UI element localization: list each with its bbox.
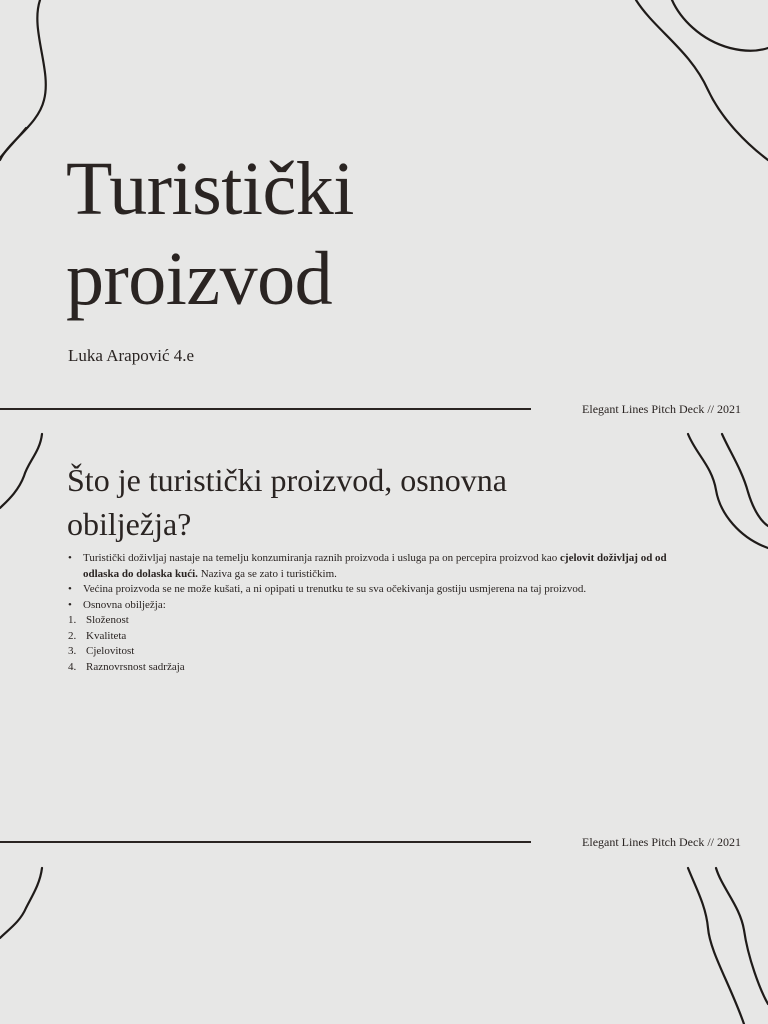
divider-line xyxy=(0,408,531,410)
content-slide xyxy=(0,430,768,870)
bullet1-tail: Naziva ga se zato i turističkim. xyxy=(197,567,337,580)
slide-footer: Elegant Lines Pitch Deck // 2021 xyxy=(582,835,741,849)
numbered-item xyxy=(68,629,668,645)
list-item: • Većina proizvoda se ne može kušati, a ni opipati u trenutku te su sva očekivanja gostiju usmjerena na taj proizvod. xyxy=(68,582,668,598)
content-list xyxy=(68,551,668,675)
item-number: 1. xyxy=(68,614,77,626)
bullet1-bold: cjelovit doživljaj od od odlaska do dolaska kući. xyxy=(83,552,667,580)
numbered-item xyxy=(68,644,668,660)
numbered-item xyxy=(68,613,668,629)
author-name: Luka Arapović 4.e xyxy=(68,346,195,365)
item-text: Raznovrsnost sadržaja xyxy=(86,660,185,673)
divider-line xyxy=(0,841,531,843)
title-line-1: Turistički xyxy=(66,147,354,231)
numbered-item xyxy=(68,660,668,676)
item-number: 3. xyxy=(68,645,77,657)
item-number: 4. xyxy=(68,660,77,673)
slide-heading: Što je turistički proizvod, osnovna obilježja? xyxy=(67,462,507,542)
title-line-2: proizvod xyxy=(66,237,333,321)
item-number: 2. xyxy=(68,629,77,642)
list-item xyxy=(68,551,668,582)
next-slide-partial xyxy=(0,866,768,1024)
slide-footer: Elegant Lines Pitch Deck // 2021 xyxy=(582,402,741,416)
list-item: • Osnovna obilježja: xyxy=(68,598,668,614)
item-text: Složenost xyxy=(86,614,129,626)
item-text: Kvaliteta xyxy=(86,629,127,642)
bullet1-text: Turistički doživljaj nastaje na temelju konzumiranja raznih proizvoda i usluga pa on percepira proizvod kao xyxy=(83,552,561,564)
page-title xyxy=(66,144,486,324)
title-slide xyxy=(0,0,768,430)
wavy-line-decoration xyxy=(0,866,768,1024)
item-text: Cjelovitost xyxy=(86,645,135,657)
